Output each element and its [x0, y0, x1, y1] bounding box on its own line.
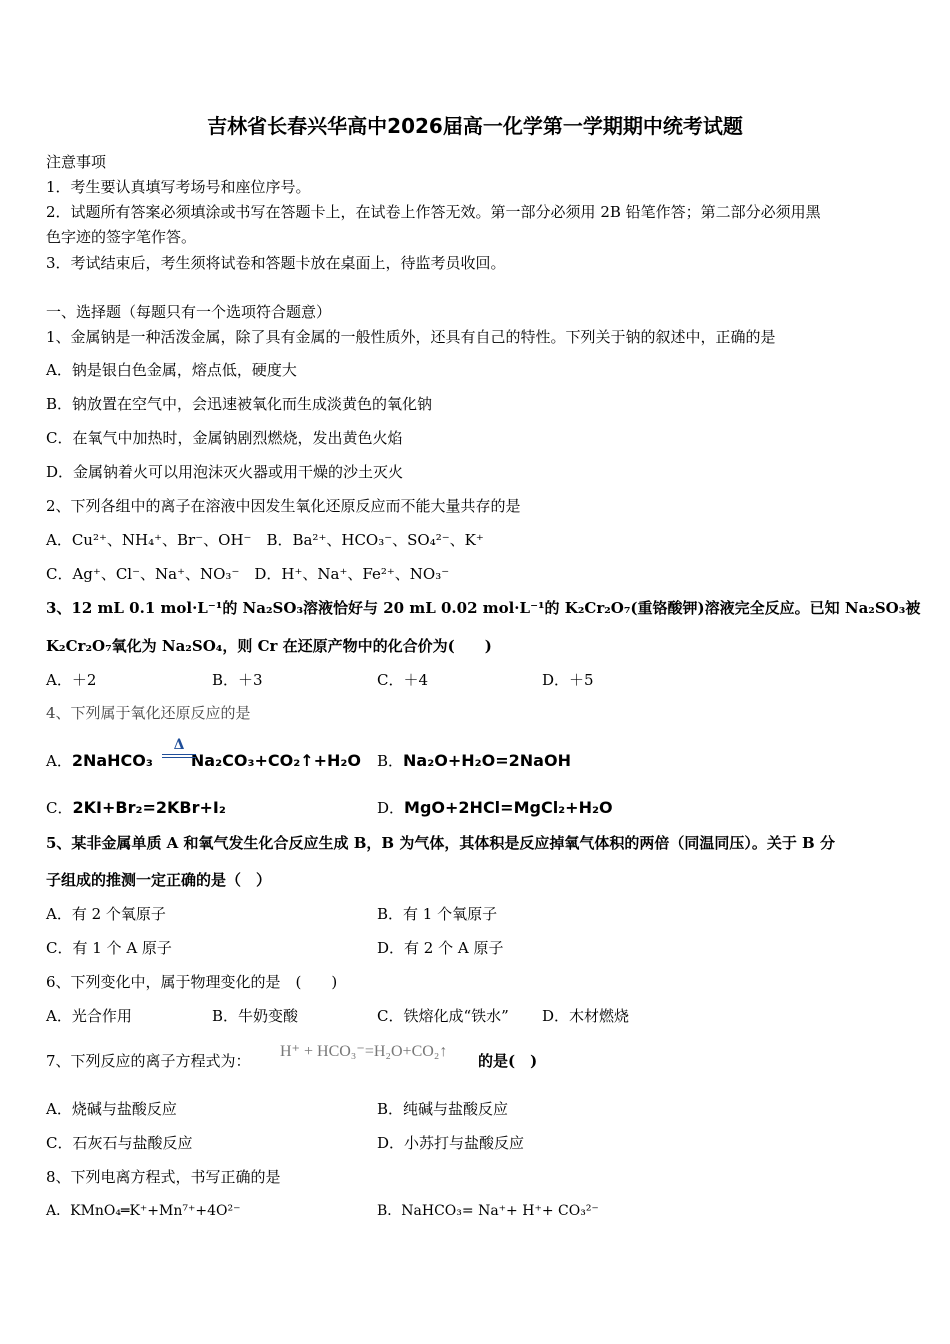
equation-right: Na₂CO₃+CO₂↑+H₂O: [190, 751, 362, 770]
q8-option-a: A．KMnO₄═K⁺+Mn⁷⁺+4O²⁻: [46, 1203, 241, 1219]
option-label: D．: [377, 799, 405, 817]
q3-option-a: A．＋2: [46, 671, 97, 689]
equation: 2KI+Br₂=2KBr+I₂: [72, 798, 226, 817]
note-item: 3．考试结束后，考生须将试卷和答题卡放在桌面上，待监考员收回。: [46, 254, 506, 272]
q6-option-b: B．牛奶变酸: [212, 1007, 299, 1025]
question-1-stem: 1、金属钠是一种活泼金属，除了具有金属的一般性质外，还具有自己的特性。下列关于钠的叙述中，正确的是: [46, 328, 776, 346]
q1-option-c: C．在氧气中加热时，金属钠剧烈燃烧，发出黄色火焰: [46, 429, 403, 447]
q6-option-c: C．铁熔化成“铁水”: [377, 1007, 509, 1025]
question-6-stem: 6、下列变化中，属于物理变化的是 ( ): [46, 973, 338, 991]
equation: MgO+2HCl=MgCl₂+H₂O: [404, 798, 613, 817]
question-5-stem: 5、某非金属单质 A 和氧气发生化合反应生成 B，B 为气体，其体积是反应掉氧气体积的两倍（同温同压）。关于 B 分: [46, 834, 835, 852]
page-title: 吉林省长春兴华高中2026届高一化学第一学期期中统考试题: [207, 114, 743, 138]
note-item: 色字迹的签字笔作答。: [46, 228, 197, 246]
q2-options-cd: C．Ag⁺、Cl⁻、Na⁺、NO₃⁻ D．H⁺、Na⁺、Fe²⁺、NO₃⁻: [46, 565, 450, 583]
q1-option-a: A．钠是银白色金属，熔点低，硬度大: [46, 361, 297, 379]
q7-option-d: D．小苏打与盐酸反应: [377, 1134, 525, 1152]
q3-option-b: B．＋3: [212, 671, 263, 689]
section-heading: 一、选择题（每题只有一个选项符合题意）: [46, 303, 332, 321]
q5-option-b: B．有 1 个氧原子: [377, 905, 498, 923]
q7-option-c: C．石灰石与盐酸反应: [46, 1134, 193, 1152]
q7-option-b: B．纯碱与盐酸反应: [377, 1100, 509, 1118]
equation: Na₂O+H₂O=2NaOH: [403, 751, 571, 770]
question-3-stem-cont: K₂Cr₂O₇氧化为 Na₂SO₄，则 Cr 在还原产物中的化合价为( ): [46, 637, 492, 655]
question-8-stem: 8、下列电离方程式，书写正确的是: [46, 1168, 281, 1186]
q8-option-b: B．NaHCO₃= Na⁺+ H⁺+ CO₃²⁻: [377, 1203, 599, 1219]
notes-heading: 注意事项: [46, 153, 107, 171]
q2-options-ab: A．Cu²⁺、NH₄⁺、Br⁻、OH⁻ B．Ba²⁺、HCO₃⁻、SO₄²⁻、K⁺: [46, 531, 484, 549]
question-2-stem: 2、下列各组中的离子在溶液中因发生氧化还原反应而不能大量共存的是: [46, 497, 521, 515]
q5-option-d: D．有 2 个 A 原子: [377, 939, 504, 957]
option-label: C．: [46, 799, 73, 817]
q5-option-c: C．有 1 个 A 原子: [46, 939, 172, 957]
option-label: B．: [377, 752, 404, 770]
q4-option-a: [46, 751, 361, 771]
question-4-stem: 4、下列属于氧化还原反应的是: [46, 704, 251, 722]
q4-option-c: [46, 798, 226, 818]
question-7-stem: 7、下列反应的离子方程式为：: [46, 1052, 251, 1070]
question-5-stem-cont: 子组成的推测一定正确的是（ ）: [46, 871, 272, 889]
heat-delta-icon: [162, 738, 196, 758]
q6-option-d: D．木材燃烧: [542, 1007, 630, 1025]
option-label: A．: [46, 752, 72, 770]
q6-option-a: A．光合作用: [46, 1007, 132, 1025]
q4-option-b: [377, 751, 571, 771]
note-item: 1．考生要认真填写考场号和座位序号。: [46, 178, 311, 196]
q5-option-a: A．有 2 个氧原子: [46, 905, 166, 923]
q7-option-a: A．烧碱与盐酸反应: [46, 1100, 177, 1118]
delta-symbol: Δ: [173, 737, 185, 753]
q1-option-d: D．金属钠着火可以用泡沫灭火器或用干燥的沙土灭火: [46, 463, 404, 481]
question-3-stem: 3、12 mL 0.1 mol·L⁻¹的 Na₂SO₃溶液恰好与 20 mL 0.02 mol·L⁻¹的 K₂Cr₂O₇(重铬酸钾)溶液完全反应。已知 Na₂SO₃被: [46, 599, 921, 617]
note-item: 2．试题所有答案必须填涂或书写在答题卡上，在试卷上作答无效。第一部分必须用 2B 铅笔作答；第二部分必须用黑: [46, 203, 821, 221]
q7-equation: H⁺ + HCO₃⁻=H₂O+CO₂↑: [280, 1043, 448, 1060]
q4-option-d: [377, 798, 613, 818]
equation-left: 2NaHCO₃: [71, 751, 153, 770]
q3-option-c: C．＋4: [377, 671, 429, 689]
q7-stem-tail: 的是( ): [478, 1052, 538, 1070]
q1-option-b: B．钠放置在空气中，会迅速被氧化而生成淡黄色的氧化钠: [46, 395, 433, 413]
q3-option-d: D．＋5: [542, 671, 594, 689]
